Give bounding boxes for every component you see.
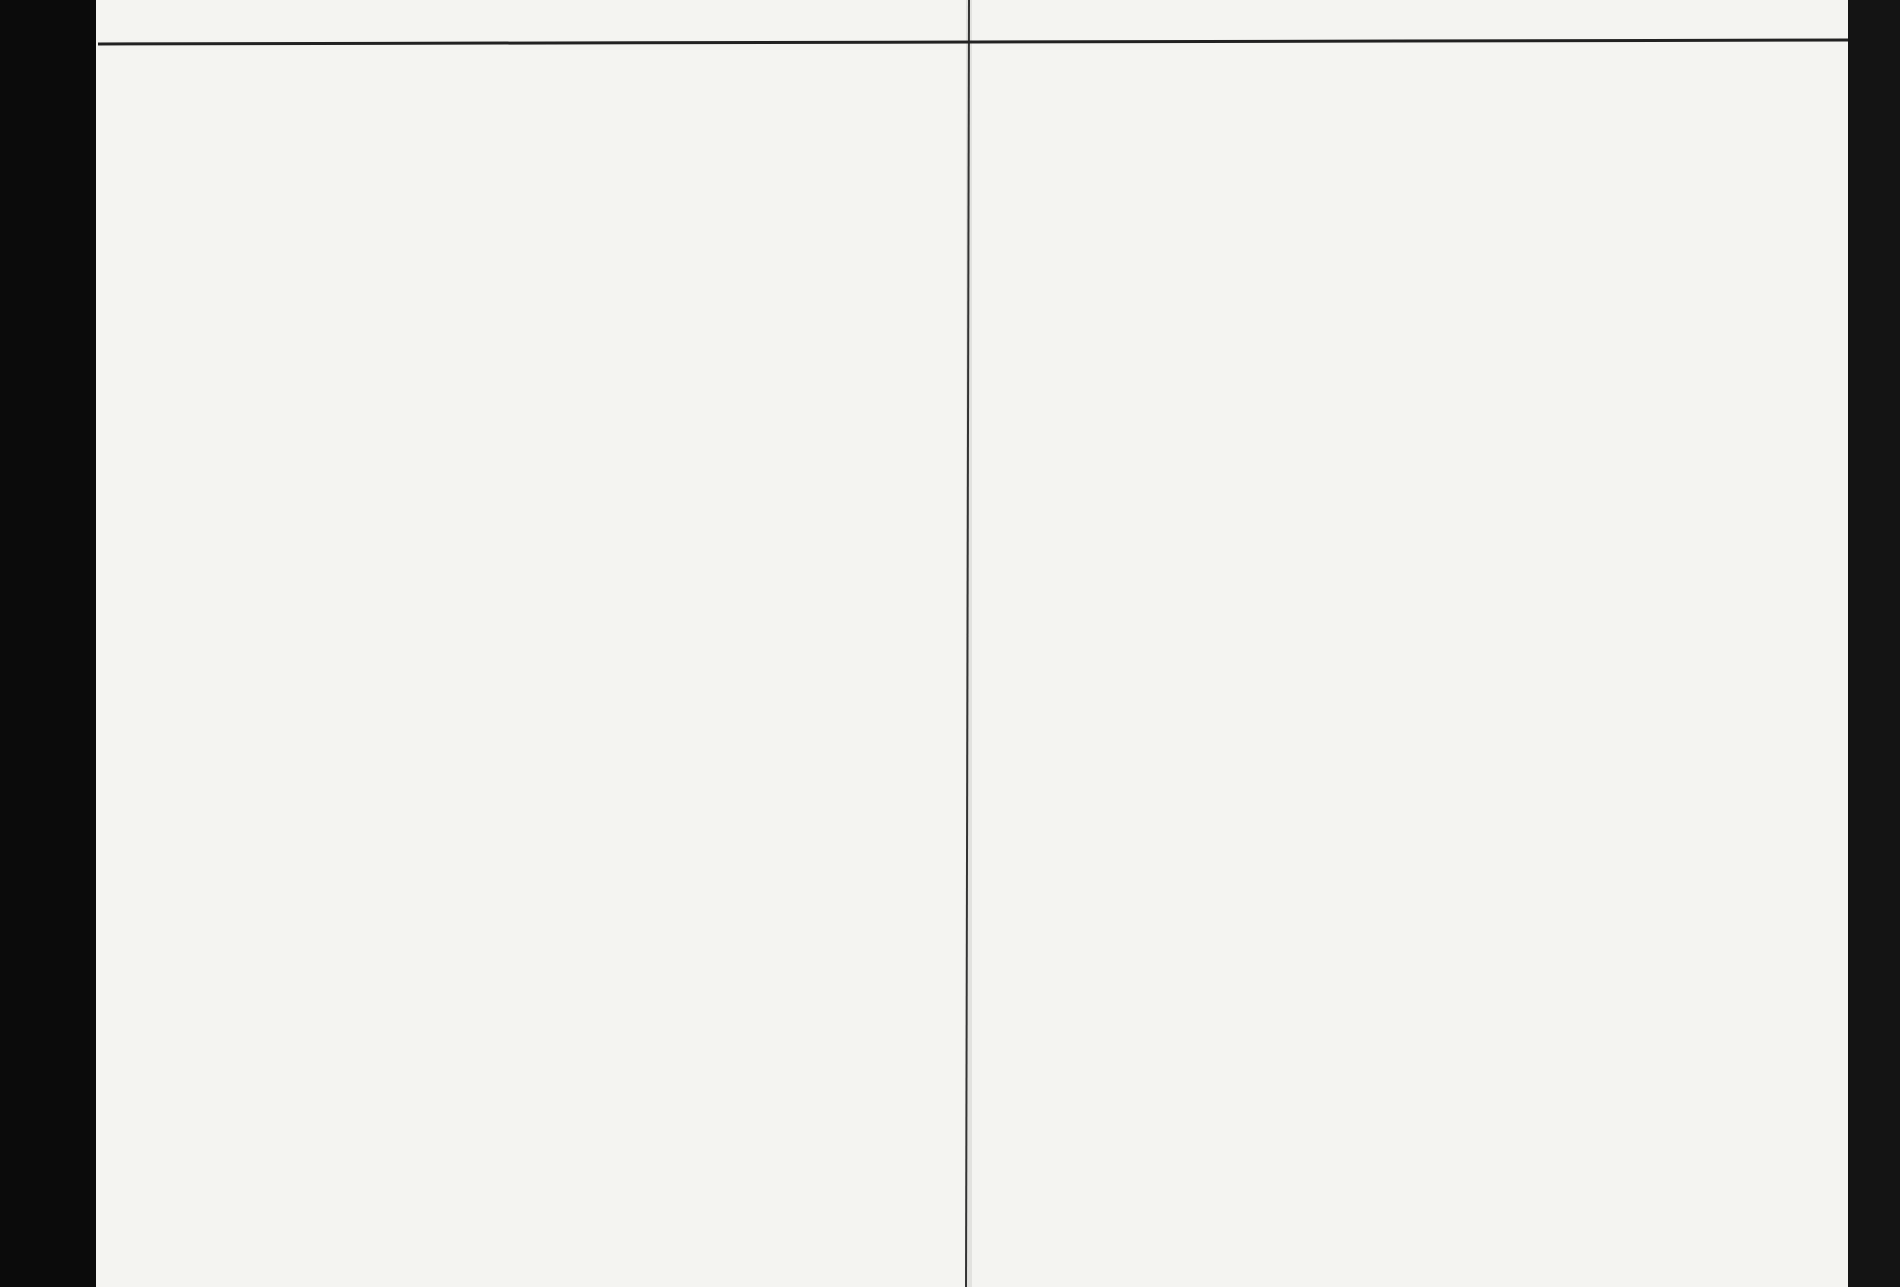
right-book-edge — [1848, 0, 1900, 1287]
